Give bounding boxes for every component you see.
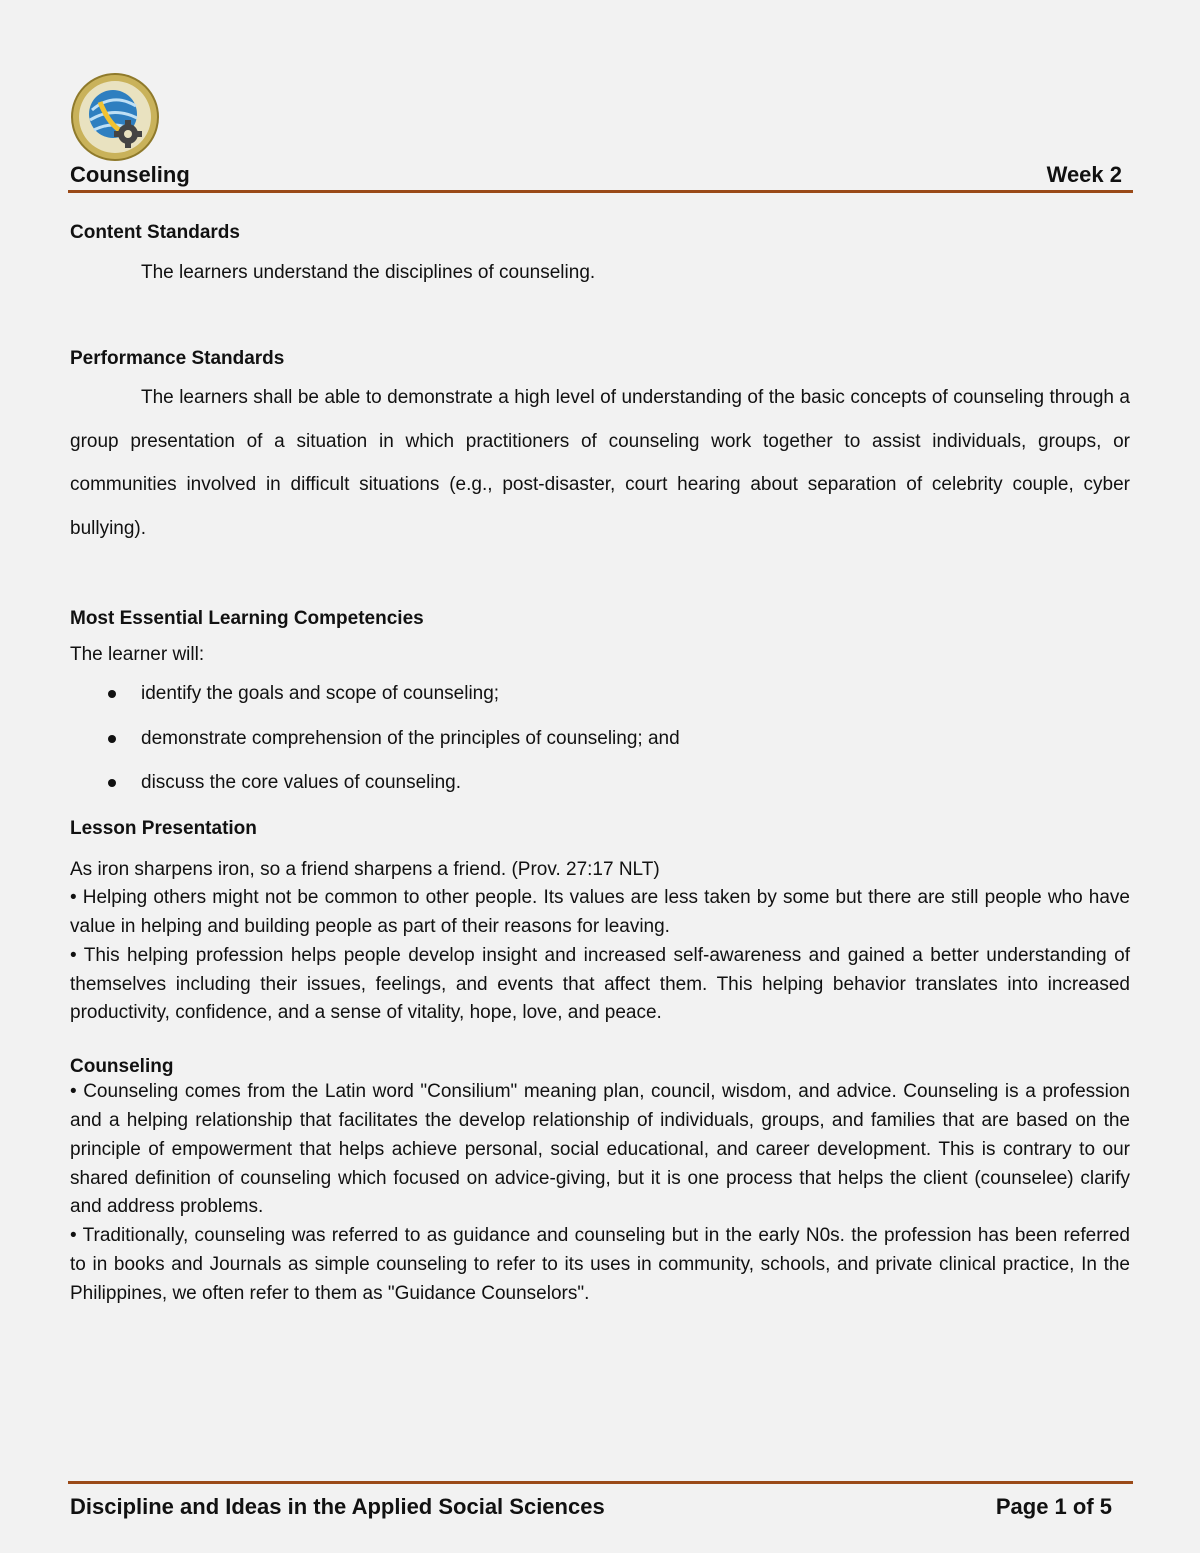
counseling-paragraph-1: • Counseling comes from the Latin word "Consilium" meaning plan, council, wisdom, and advice. Counseling is a profession and a helping relationship that facilitates the develop relationship of individuals, groups, and families that are based on the principle of empowerment that helps achieve personal, social educational, and career development. This is contrary to our shared definition of counseling which focused on advice-giving, but it is one process that helps the client (counselee) clarify and address problems. — [70, 1081, 1130, 1218]
bullet-icon — [108, 735, 116, 743]
list-item: discuss the core values of counseling. — [70, 761, 1130, 806]
document-body — [70, 222, 1130, 1309]
performance-standards-heading: Performance Standards — [70, 348, 285, 369]
footer-divider — [68, 1481, 1133, 1484]
page-header — [70, 158, 1132, 188]
list-item: identify the goals and scope of counseling; — [70, 672, 1130, 717]
counseling-heading: Counseling — [70, 1056, 174, 1078]
list-item: demonstrate comprehension of the principles of counseling; and — [70, 717, 1130, 762]
school-seal-logo — [70, 72, 160, 162]
page-number: Page 1 of 5 — [995, 1494, 1112, 1519]
bullet-icon — [108, 690, 116, 698]
melc-intro: The learner will: — [70, 644, 205, 665]
header-title: Counseling — [70, 162, 190, 187]
performance-standards-text: The learners shall be able to demonstrate a high level of understanding of the basic concepts of counseling through a group presentation of a situation in which practitioners of counseling work together to assist individuals, groups, or communities involved in difficult situations (e.g., post-disaster, court hearing about separation of celebrity couple, cyber bullying). — [70, 387, 1130, 539]
counseling-paragraph-2: • Traditionally, counseling was referred to as guidance and counseling but in the early N0s. the profession has been referred to in books and Journals as simple counseling to refer to its uses in community, schools, and private clinical practice, In the Philippines, we often refer to them as "Guidance Counselors". — [70, 1225, 1130, 1304]
content-standards-heading: Content Standards — [70, 222, 240, 243]
bullet-icon — [108, 779, 116, 787]
page-footer — [70, 1494, 1112, 1520]
melc-list — [70, 672, 1130, 806]
header-week: Week 2 — [1046, 162, 1122, 187]
lesson-paragraph-2: • This helping profession helps people develop insight and increased self-awareness and gained a better understanding of themselves including their issues, feelings, and events that affect them. This helping behavior translates into increased productivity, confidence, and a sense of vitality, hope, love, and peace. — [70, 944, 1130, 1024]
melc-heading: Most Essential Learning Competencies — [70, 608, 424, 629]
lesson-heading: Lesson Presentation — [70, 817, 257, 839]
header-divider — [68, 190, 1133, 193]
lesson-quote: As iron sharpens iron, so a friend sharpens a friend. (Prov. 27:17 NLT) — [70, 858, 660, 880]
lesson-paragraph-1: • Helping others might not be common to other people. Its values are less taken by some but there are still people who have value in helping and building people as part of their reasons for leaving. — [70, 887, 1130, 938]
footer-subject: Discipline and Ideas in the Applied Social Sciences — [70, 1494, 605, 1519]
content-standards-text: The learners understand the disciplines of counseling. — [141, 262, 596, 283]
